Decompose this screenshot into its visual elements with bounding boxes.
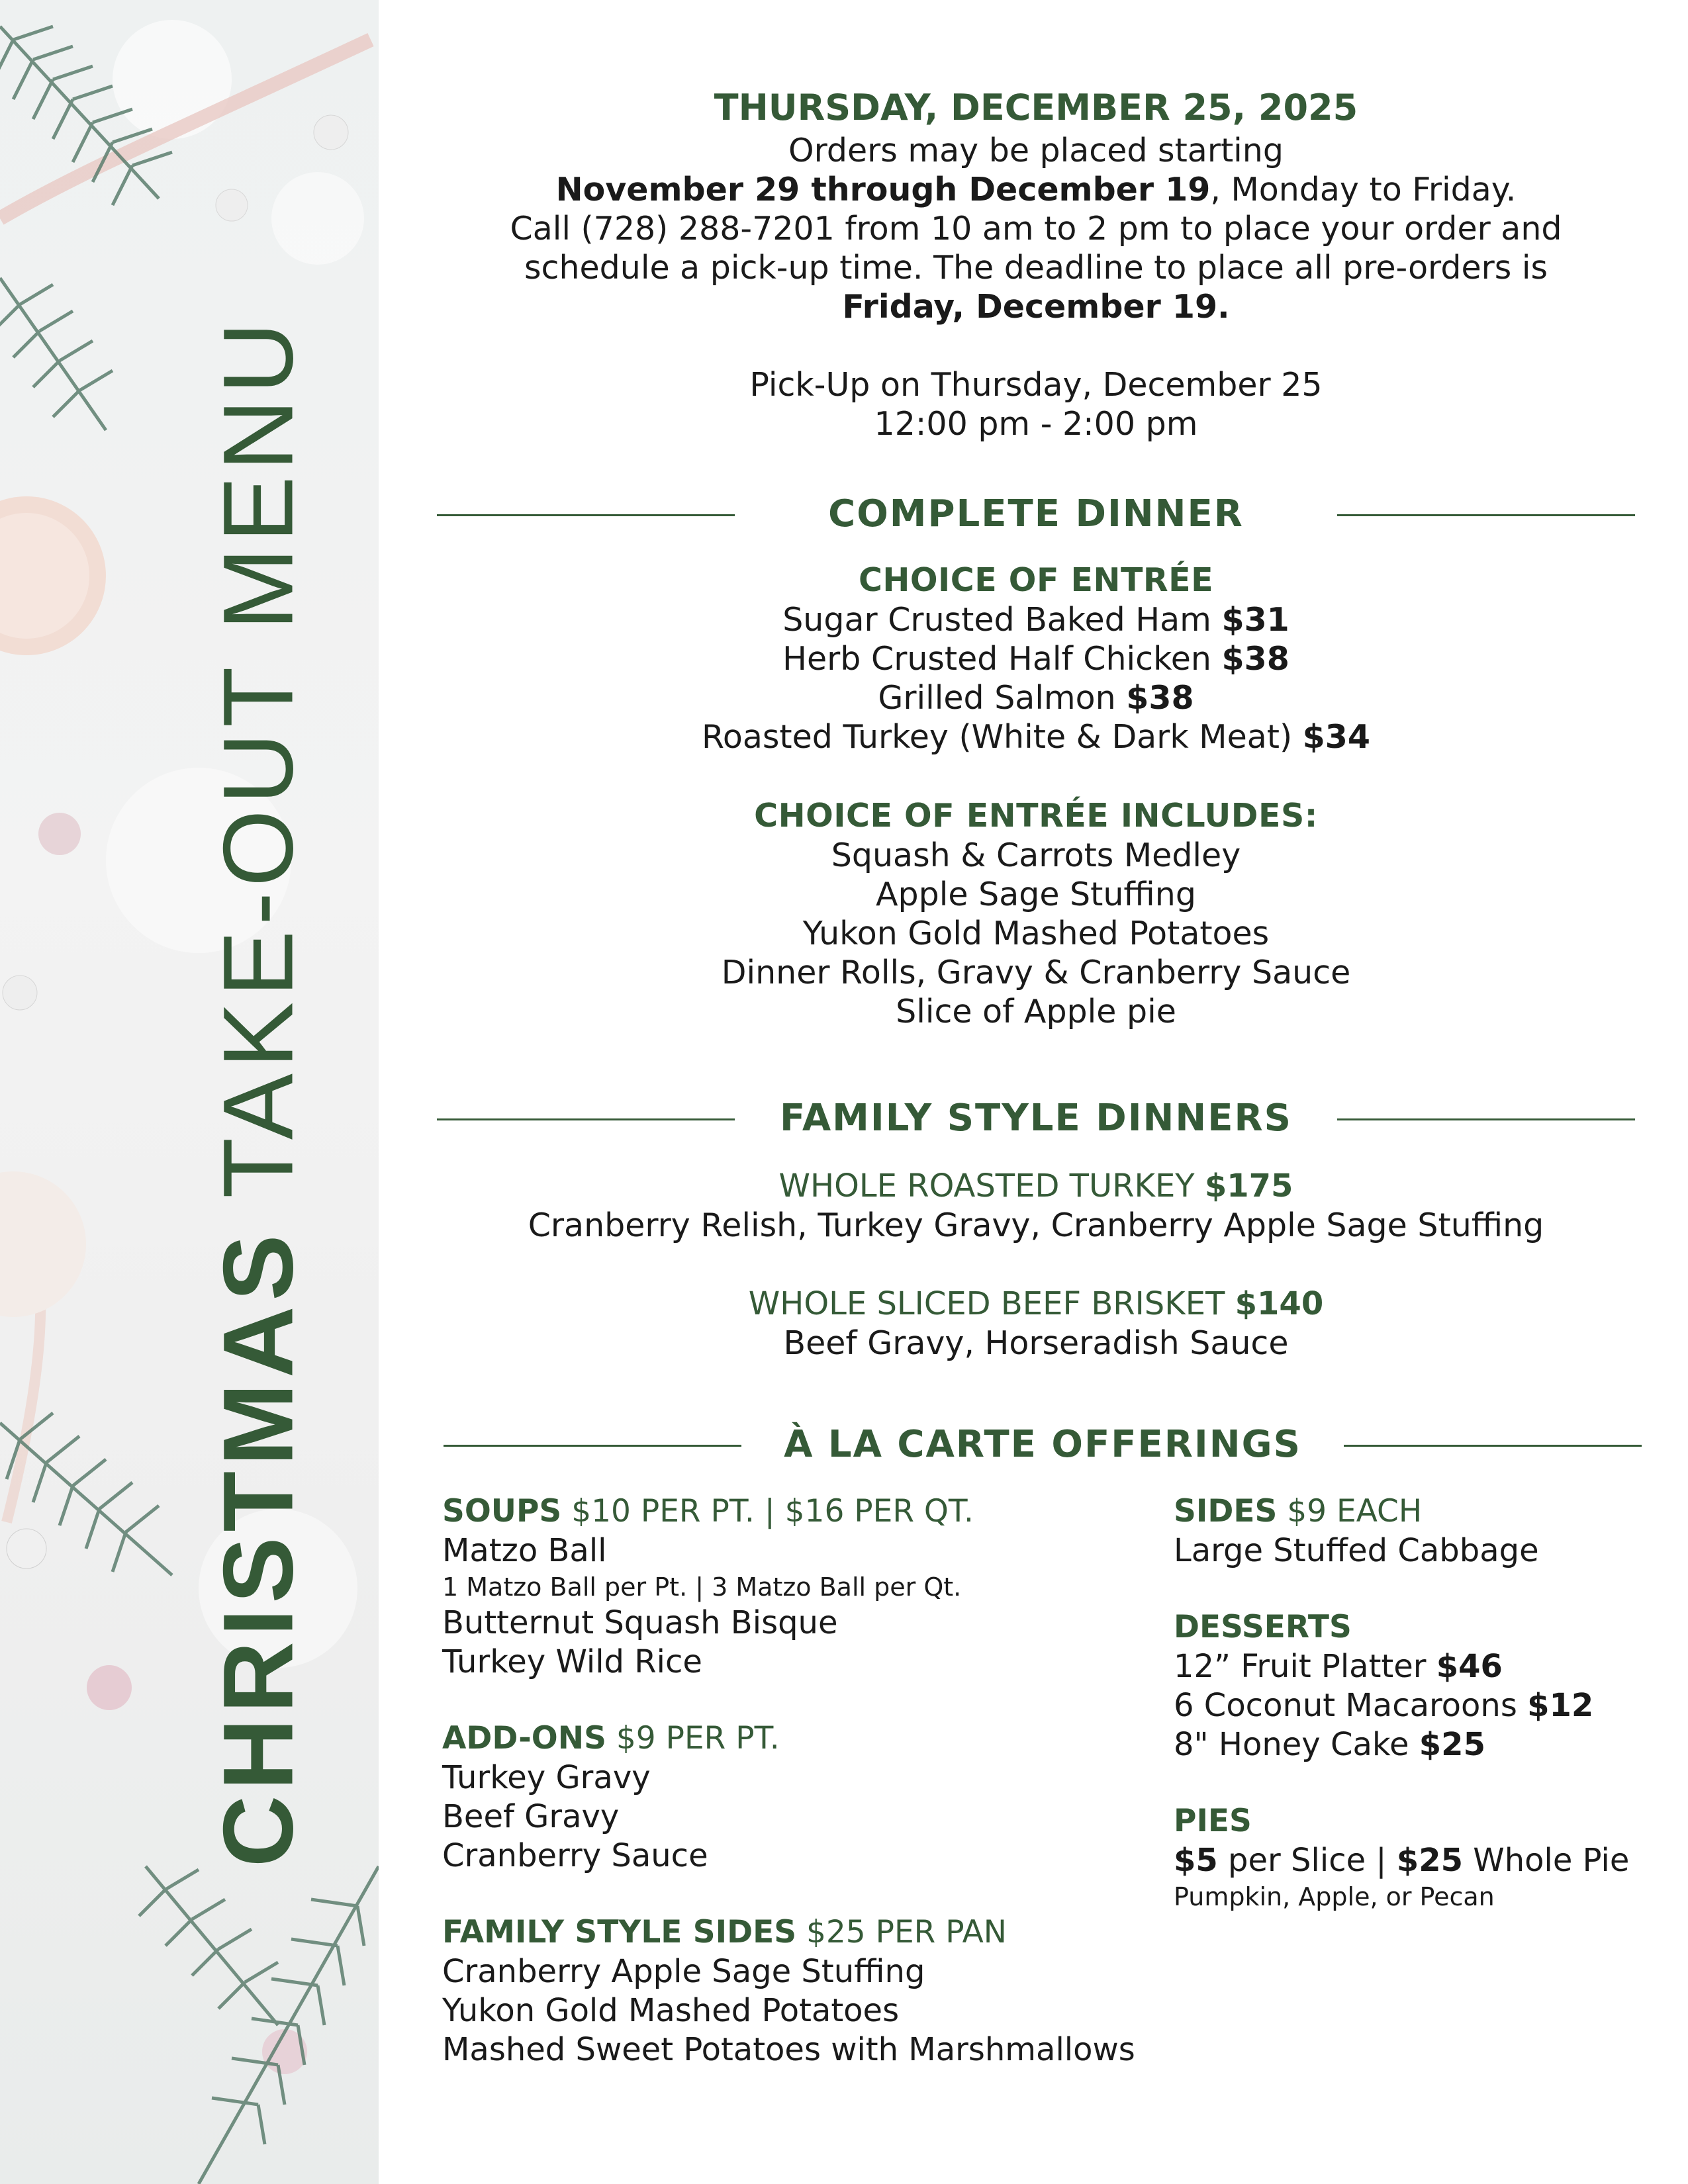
menu-vertical-title: [201, 317, 316, 1867]
soup-item: Butternut Squash Bisque: [442, 1604, 838, 1641]
addon-item: Cranberry Sauce: [442, 1837, 708, 1874]
intro-block: [424, 85, 1648, 443]
soup-item: Turkey Wild Rice: [442, 1643, 702, 1680]
title-take-out-menu: TAKE-OUT MENU: [202, 316, 314, 1230]
desserts-category: DESSERTS: [1174, 1609, 1352, 1645]
family-dinners-header: [437, 1095, 1635, 1142]
order-days: , Monday to Friday.: [1210, 171, 1517, 208]
soups-category: SOUPS $10 PER PT. | $16 PER QT.: [442, 1493, 974, 1529]
soup-note: 1 Matzo Ball per Pt. | 3 Matzo Ball per Qt.: [442, 1572, 962, 1602]
family-side-item: Mashed Sweet Potatoes with Marshmallows: [442, 2031, 1135, 2068]
a-la-carte-header: [444, 1422, 1642, 1468]
event-date: THURSDAY, DECEMBER 25, 2025: [714, 87, 1358, 128]
intro-line-2: [424, 170, 1648, 209]
divider-right: [1344, 1445, 1642, 1447]
title-christmas: CHRISTMAS: [202, 1229, 314, 1868]
side-item: Large Stuffed Cabbage: [1174, 1532, 1539, 1569]
pine-branches-decoration: [0, 0, 379, 2184]
includes-item: Apple Sage Stuffing: [876, 876, 1196, 913]
entree-item: Herb Crusted Half Chicken $38: [782, 640, 1289, 678]
intro-line-4: schedule a pick-up time. The deadline to place all pre-orders is: [524, 249, 1548, 287]
menu-content: [424, 0, 1655, 2184]
family-side-item: Yukon Gold Mashed Potatoes: [442, 1992, 900, 2029]
family-dinner-item: [424, 1284, 1648, 1363]
pie-pricing: $5 per Slice | $25 Whole Pie: [1174, 1842, 1630, 1879]
includes-item: Squash & Carrots Medley: [831, 837, 1241, 874]
entree-header: CHOICE OF ENTRÉE: [858, 561, 1214, 599]
dessert-item: 8" Honey Cake $25: [1174, 1726, 1485, 1763]
soup-item: Matzo Ball: [442, 1532, 607, 1569]
family-dinner-name: WHOLE ROASTED TURKEY $175: [778, 1167, 1293, 1205]
entree-includes: [424, 796, 1648, 1031]
intro-line-3: Call (728) 288-7201 from 10 am to 2 pm to place your order and: [510, 210, 1562, 248]
addon-item: Beef Gravy: [442, 1798, 620, 1835]
entree-choices: [424, 561, 1648, 756]
includes-item: Dinner Rolls, Gravy & Cranberry Sauce: [721, 954, 1351, 991]
complete-dinner-header: [437, 491, 1635, 537]
pies-category: PIES: [1174, 1803, 1252, 1839]
section-title: À LA CARTE OFFERINGS: [784, 1423, 1301, 1466]
pickup-date: Pick-Up on Thursday, December 25: [749, 366, 1323, 404]
includes-item: Yukon Gold Mashed Potatoes: [802, 915, 1270, 952]
pie-flavors: Pumpkin, Apple, or Pecan: [1174, 1882, 1495, 1911]
deadline-date: Friday, December 19.: [842, 288, 1230, 326]
family-side-item: Cranberry Apple Sage Stuffing: [442, 1953, 925, 1990]
entree-item: Roasted Turkey (White & Dark Meat) $34: [702, 718, 1370, 756]
dessert-item: 12” Fruit Platter $46: [1174, 1648, 1503, 1685]
a-la-carte-left-column: [442, 1492, 1137, 2070]
addon-item: Turkey Gravy: [442, 1759, 651, 1796]
divider-right: [1337, 1118, 1635, 1120]
family-sides-category: FAMILY STYLE SIDES $25 PER PAN: [442, 1914, 1007, 1950]
sides-category: SIDES $9 EACH: [1174, 1493, 1423, 1529]
order-window: November 29 through December 19: [555, 171, 1211, 208]
decorative-side-panel: [0, 0, 379, 2184]
entree-item: Grilled Salmon $38: [878, 679, 1194, 717]
a-la-carte-right-column: [1174, 1492, 1650, 1913]
family-dinner-name: WHOLE SLICED BEEF BRISKET $140: [748, 1285, 1324, 1322]
includes-item: Slice of Apple pie: [896, 993, 1176, 1030]
dessert-item: 6 Coconut Macaroons $12: [1174, 1687, 1594, 1724]
family-dinner-desc: Cranberry Relish, Turkey Gravy, Cranberry Apple Sage Stuffing: [528, 1206, 1544, 1244]
entree-item: Sugar Crusted Baked Ham $31: [782, 601, 1289, 639]
includes-header: CHOICE OF ENTRÉE INCLUDES:: [754, 797, 1318, 835]
intro-line-1: Orders may be placed starting: [788, 132, 1284, 169]
section-title: FAMILY STYLE DINNERS: [779, 1097, 1292, 1140]
section-title: COMPLETE DINNER: [828, 492, 1244, 535]
addons-category: ADD-ONS $9 PER PT.: [442, 1720, 780, 1756]
family-dinner-desc: Beef Gravy, Horseradish Sauce: [783, 1324, 1289, 1362]
family-dinner-item: [424, 1166, 1648, 1245]
divider-right: [1337, 514, 1635, 516]
pickup-time: 12:00 pm - 2:00 pm: [874, 405, 1198, 443]
